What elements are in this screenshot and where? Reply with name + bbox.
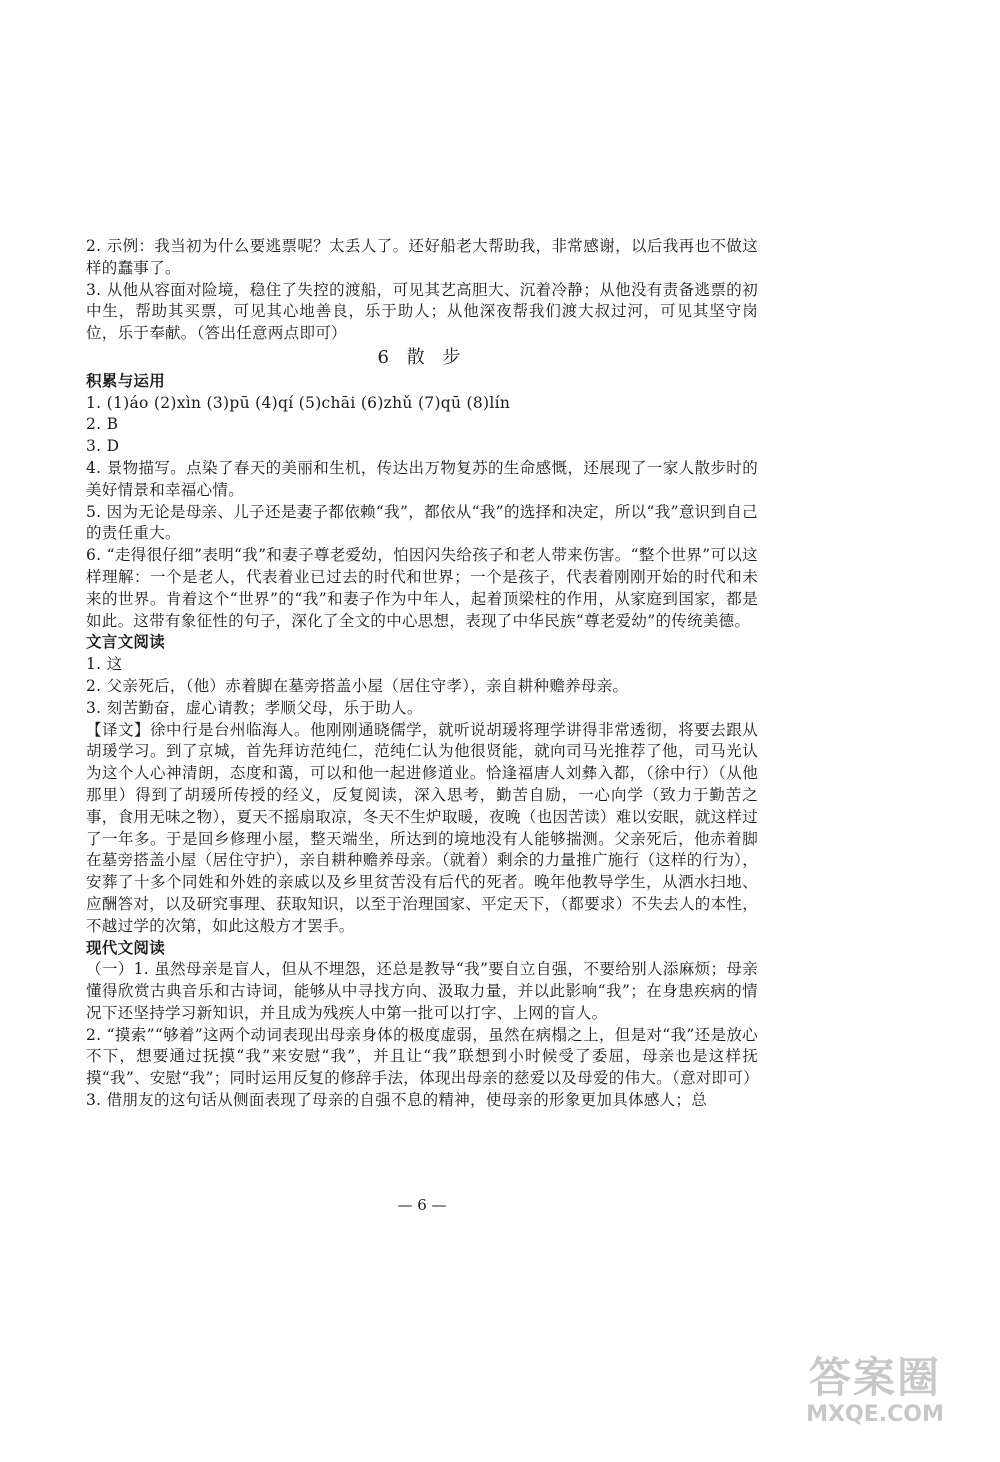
- answer-item: 3. 刻苦勤奋，虚心请教；孝顺父母，乐于助人。: [86, 698, 423, 717]
- section-heading: 积累与运用: [86, 371, 166, 390]
- answer-item: 2. 父亲死后，（他）赤着脚在墓旁搭盖小屋（居住守孝），亲自耕种赡养母亲。: [86, 676, 629, 695]
- answer-item: 1. (1)áo (2)xìn (3)pū (4)qí (5)chāi (6)zhǔ (7)qū (8)lín: [86, 393, 511, 412]
- answer-item: 2. “摸索”“够着”这两个动词表现出母亲身体的极度虚弱，虽然在病榻之上，但是对“我”还是放心不下，想要通过抚摸“我”来安慰“我”，并且让“我”联想到小时候受了委屈，母亲也是这样抚摸“我”、安慰“我”；同时运用反复的修辞手法，体现出母亲的慈爱以及母爱的伟大。（意对即可）: [86, 1025, 759, 1088]
- answer-item: 3. D: [86, 437, 120, 456]
- answer-item: 3. 从他从容面对险境，稳住了失控的渡船，可见其艺高胆大、沉着冷静；从他没有责备逃票的初中生，帮助其买票，可见其心地善良，乐于助人；从他深夜帮我们渡大叔过河，可见其坚守岗位，乐于奉献。（答出任意两点即可）: [86, 280, 758, 343]
- watermark-logo: [780, 1354, 970, 1434]
- translation-paragraph: 【译文】徐中行是台州临海人。他刚刚通晓儒学，就听说胡瑗将理学讲得非常透彻，将要去跟从胡瑗学习。到了京城，首先拜访范纯仁，范纯仁认为他很贤能，就向司马光推荐了他，司马光认为这个人心神清朗，态度和蔼，可以和他一起进修道业。恰逢福唐人刘彝入都，（徐中行）（从他那里）得到了胡瑗所传授的经义，反复阅读，深入思考，勤苦自励，一心向学（致力于勤苦之事，食用无味之物），夏天不摇扇取凉，冬天不生炉取暖，夜晚（也因苦读）难以安眠，就这样过了一年多。于是回乡修理小屋，整天端坐，所达到的境地没有人能够揣测。父亲死后，他赤着脚在墓旁搭盖小屋（居住守护），亲自耕种赡养母亲。（就着）剩余的力量推广施行（这样的行为），安葬了十多个同姓和外姓的亲戚以及乡里贫苦没有后代的死者。晚年他教导学生，从洒水扫地、应酬答对，以及研究事理、获取知识，以至于治理国家、平定天下，（都要求）不失去人的本性，不越过学的次第，如此这般方才罢手。: [86, 720, 758, 935]
- watermark-logo-text: 答案圈: [808, 1353, 941, 1402]
- answer-item: （一）1. 虽然母亲是盲人，但从不埋怨，还总是教导“我”要自立自强，不要给别人添麻烦；母亲懂得欣赏古典音乐和古诗词，能够从中寻找方向、汲取力量，并以此影响“我”；在身患疾病的情况下还坚持学习新知识，并且成为残疾人中第一批可以打字、上网的盲人。: [86, 960, 758, 1022]
- answer-item: 4. 景物描写。点染了春天的美丽和生机，传达出万物复苏的生命感慨，还展现了一家人散步时的美好情景和幸福心情。: [86, 458, 758, 499]
- page-number: — 6 —: [397, 1196, 447, 1214]
- answer-item: 2. B: [86, 415, 119, 434]
- section-title: 6 散 步: [377, 346, 467, 368]
- section-heading: 现代文阅读: [86, 938, 166, 957]
- watermark-url: MXQE.COM: [806, 1402, 944, 1427]
- answer-item: 6. “走得很仔细”表明“我”和妻子尊老爱幼，怕因闪失给孩子和老人带来伤害。“整个世界”可以这样理解：一个是老人，代表着业已过去的时代和世界；一个是孩子，代表着刚刚开始的时代和未来的世界。肯着这个“世界”的“我”和妻子作为中年人，起着顶梁柱的作用，从家庭到国家，都是如此。这带有象征性的句子，深化了全文的中心思想，表现了中华民族“尊老爱幼”的传统美德。: [86, 546, 758, 630]
- answer-item: 3. 借朋友的这句话从侧面表现了母亲的自强不息的精神，使母亲的形象更加具体感人；总: [86, 1091, 708, 1110]
- answer-item: 2. 示例：我当初为什么要逃票呢？太丢人了。还好船老大帮助我，非常感谢，以后我再也不做这样的蠢事了。: [86, 237, 758, 277]
- section-heading: 文言文阅读: [86, 633, 166, 652]
- answer-item: 5. 因为无论是母亲、儿子还是妻子都依赖“我”，都依从“我”的选择和决定，所以“我”意识到自己的责任重大。: [86, 502, 758, 543]
- page-content: [86, 236, 758, 1112]
- answer-item: 1. 这: [86, 655, 123, 674]
